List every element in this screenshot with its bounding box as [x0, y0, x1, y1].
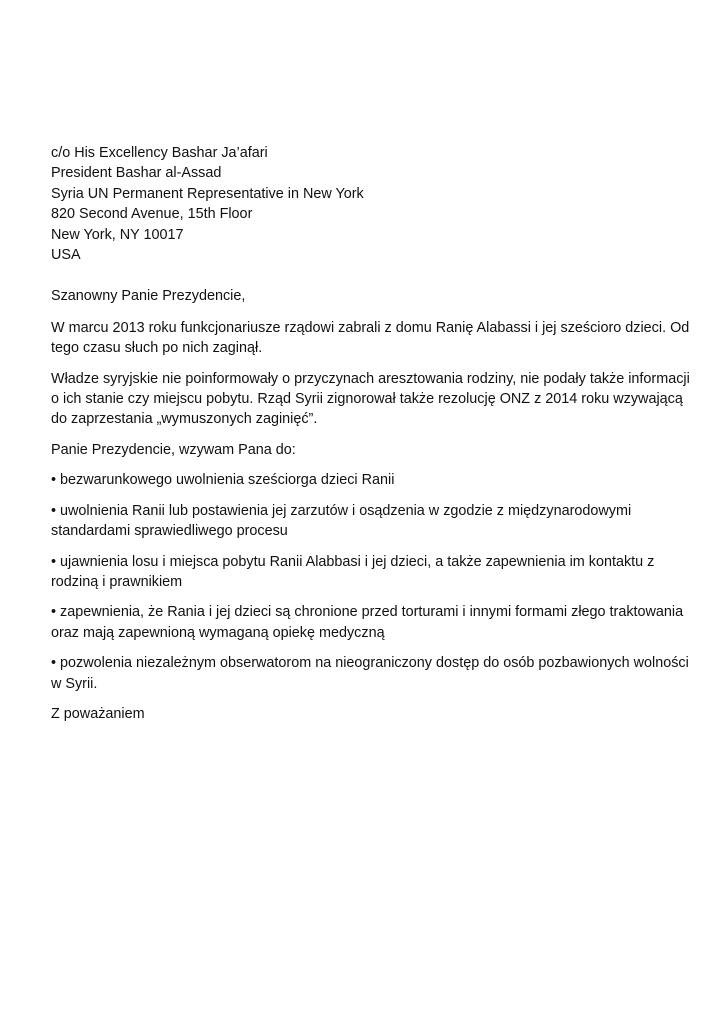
address-line-3: Syria UN Permanent Representative in New York [51, 185, 364, 202]
demand-item-2: • uwolnienia Ranii lub postawienia jej zarzutów i osądzenia w zgodzie z międzynarodowymi standardami sprawiedliwego procesu [51, 502, 632, 540]
salutation: Szanowny Panie Prezydencie, [51, 288, 246, 305]
demand-item-1: • bezwarunkowego uwolnienia sześciorga dzieci Ranii [51, 472, 395, 489]
recipient-address [51, 143, 691, 265]
demand-item-4: • zapewnienia, że Rania i jej dzieci są chronione przed torturami i innymi formami złego traktowania oraz mają zapewnioną wymaganą opiekę medyczną [51, 604, 684, 641]
address-line-4: 820 Second Avenue, 15th Floor [51, 206, 253, 223]
address-line-5: New York, NY 10017 [51, 226, 184, 243]
paragraph-arrest: W marcu 2013 roku funkcjonariusze rządowi zabrali z domu Ranię Alabassi i jej sześcioro dzieci. Od tego czasu słuch po nich zaginął. [51, 319, 690, 357]
letter-body [51, 143, 691, 724]
paragraph-appeal-intro: Panie Prezydencie, wzywam Pana do: [51, 441, 296, 458]
address-line-6: USA [51, 247, 81, 264]
demand-item-5: • pozwolenia niezależnym obserwatorom na nieograniczony dostęp do osób pozbawionych wolności w Syrii. [51, 655, 689, 692]
address-line-1: c/o His Excellency Bashar Ja’afari [51, 145, 268, 161]
closing: Z poważaniem [51, 705, 145, 722]
demands-list [51, 470, 691, 694]
demand-item-3: • ujawnienia losu i miejsca pobytu Ranii Alabbasi i jej dzieci, a także zapewnienia im kontaktu z rodziną i prawnikiem [51, 553, 655, 590]
paragraph-authorities: Władze syryjskie nie poinformowały o przyczynach aresztowania rodziny, nie podały także informacji o ich stanie czy miejscu pobytu. Rząd Syrii zignorował także rezolucję ONZ z 2014 roku wzywającą do zaprzestania „wymuszonych zaginięć”. [51, 370, 690, 428]
address-line-2: President Bashar al-Assad [51, 165, 222, 182]
